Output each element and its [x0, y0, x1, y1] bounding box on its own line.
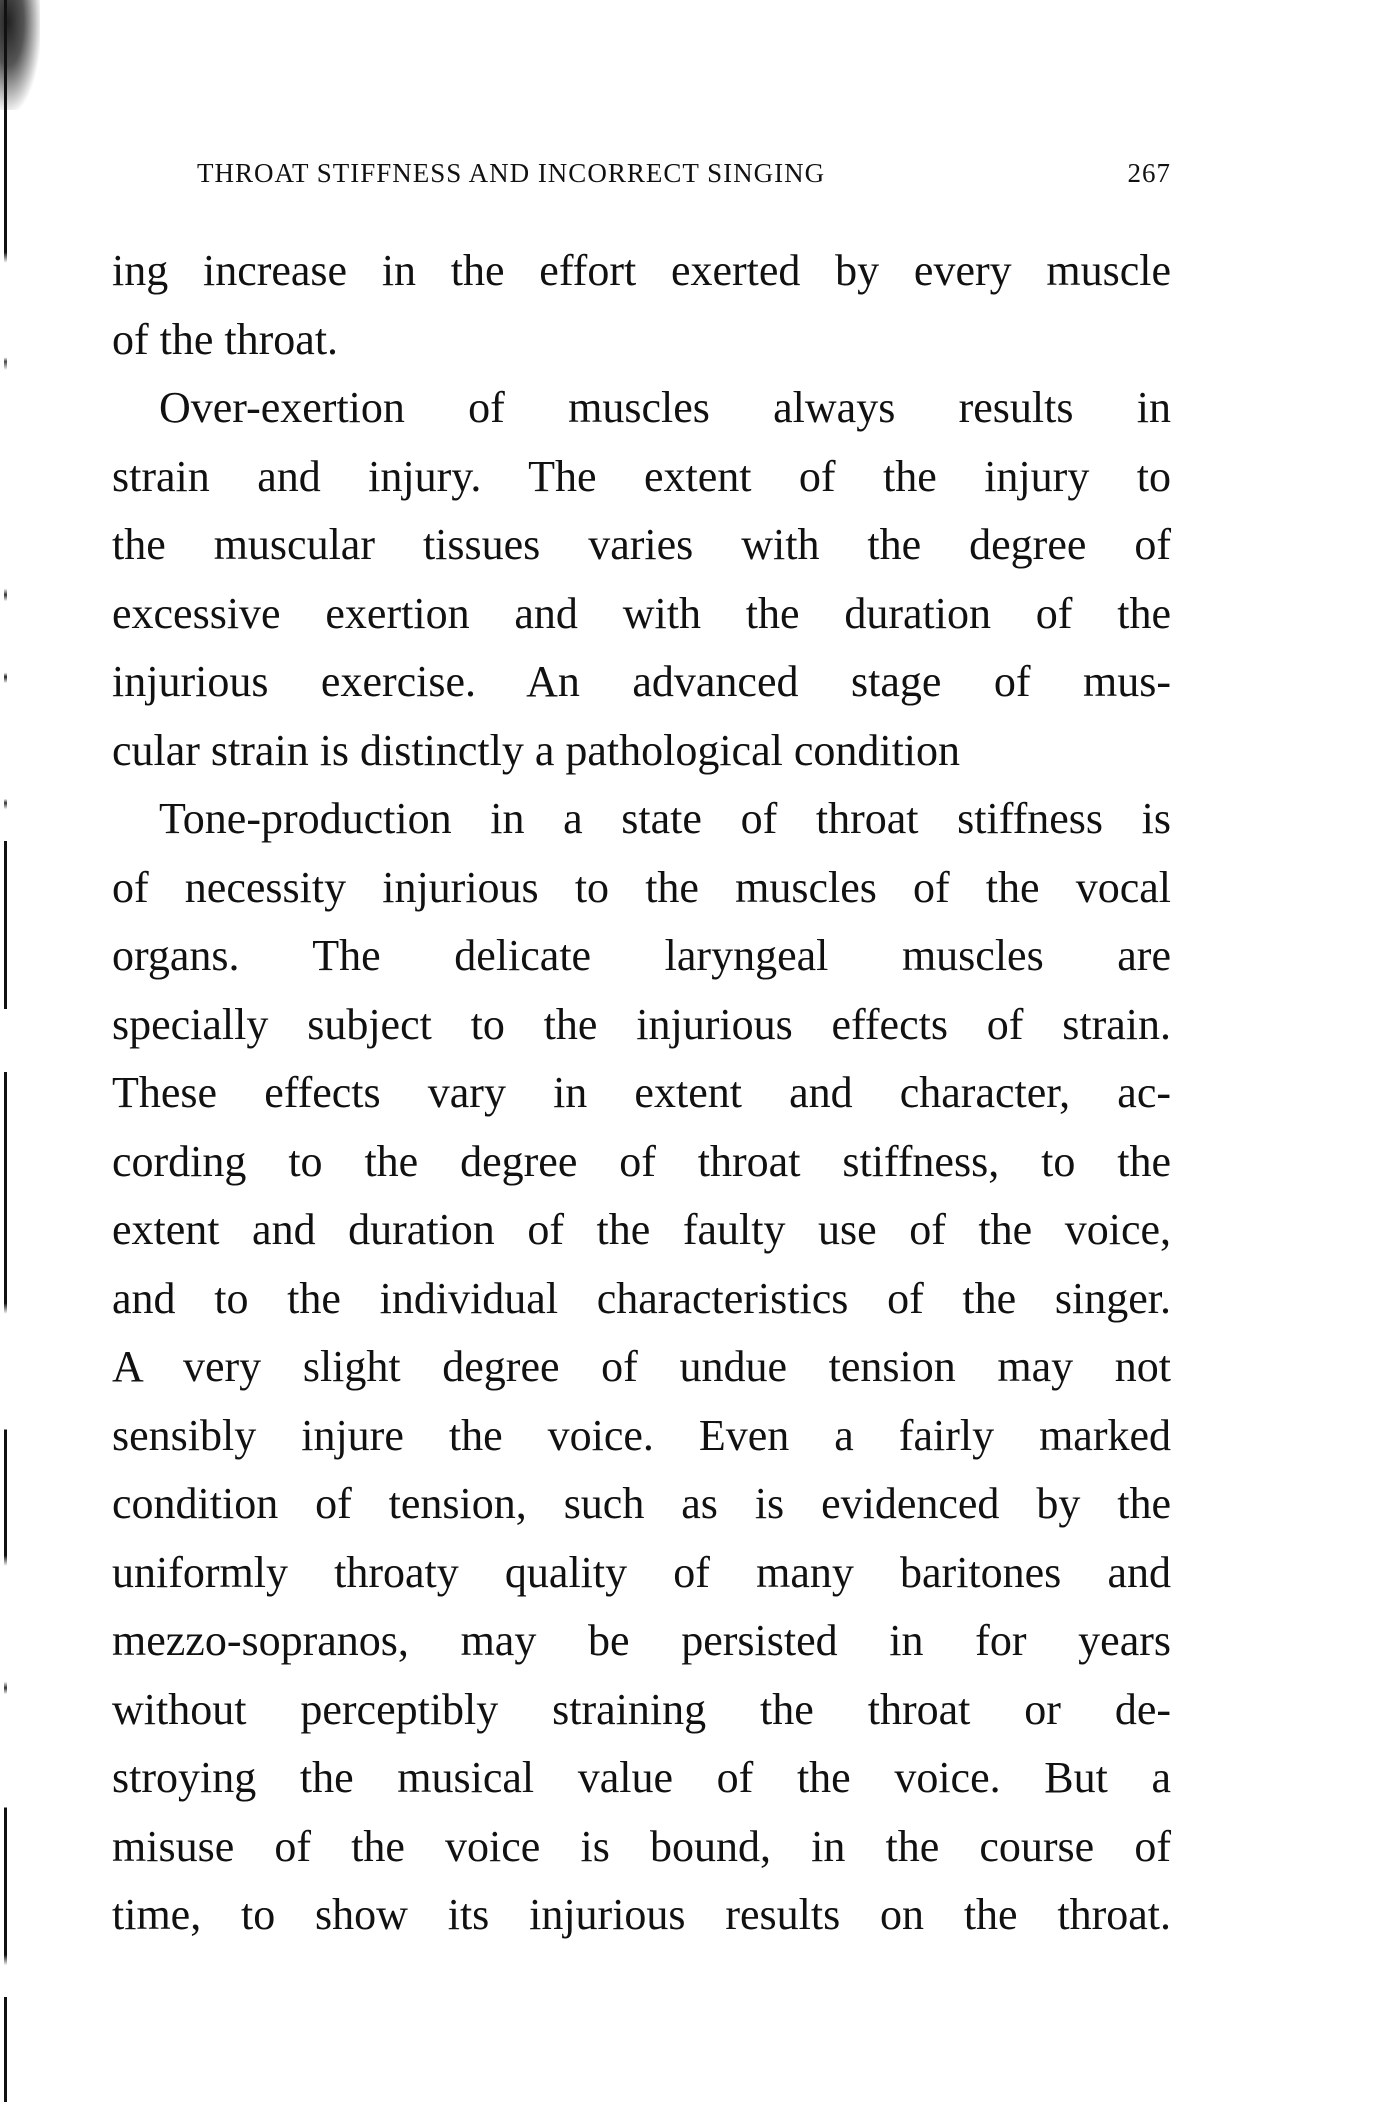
- running-header: [197, 158, 1171, 189]
- text-line: These effects vary in extent and character, ac-: [112, 1068, 1171, 1117]
- page-binding-edge: [4, 0, 7, 2102]
- text-line: injurious exercise. An advanced stage of mus-: [112, 657, 1171, 706]
- text-line: and to the individual characteristics of the singer.: [112, 1273, 1171, 1323]
- text-line: strain and injury. The extent of the injury to: [112, 451, 1171, 501]
- text-line: uniformly throaty quality of many baritones and: [112, 1547, 1171, 1597]
- text-line: extent and duration of the faulty use of the voice,: [112, 1205, 1171, 1254]
- text-line: ing increase in the effort exerted by every muscle: [112, 246, 1171, 295]
- text-line: condition of tension, such as is evidenced by the: [112, 1479, 1171, 1528]
- text-line: without perceptibly straining the throat or de-: [112, 1684, 1171, 1734]
- text-line: A very slight degree of undue tension may not: [112, 1342, 1171, 1391]
- text-line: stroying the musical value of the voice. But a: [112, 1753, 1171, 1802]
- running-title: THROAT STIFFNESS AND INCORRECT SINGING: [197, 158, 826, 188]
- text-line: cular strain is distinctly a pathological condition: [112, 725, 961, 775]
- text-line: the muscular tissues varies with the degree of: [112, 520, 1171, 569]
- text-line: specially subject to the injurious effects of strain.: [112, 999, 1171, 1049]
- text-line: time, to show its injurious results on the throat.: [112, 1890, 1171, 1939]
- text-line: Over-exertion of muscles always results in: [159, 383, 1171, 432]
- text-line: cording to the degree of throat stiffness, to the: [112, 1136, 1171, 1186]
- page-number: 267: [1127, 158, 1171, 188]
- text-line: mezzo-sopranos, may be persisted in for years: [112, 1616, 1171, 1665]
- text-line: of the throat.: [112, 314, 339, 364]
- text-line: of necessity injurious to the muscles of the vocal: [112, 862, 1171, 912]
- text-line: excessive exertion and with the duration of the: [112, 588, 1171, 638]
- text-line: Tone-production in a state of throat stiffness is: [159, 794, 1171, 843]
- text-line: misuse of the voice is bound, in the course of: [112, 1821, 1171, 1871]
- text-line: organs. The delicate laryngeal muscles are: [112, 931, 1171, 980]
- text-line: sensibly injure the voice. Even a fairly marked: [112, 1410, 1171, 1460]
